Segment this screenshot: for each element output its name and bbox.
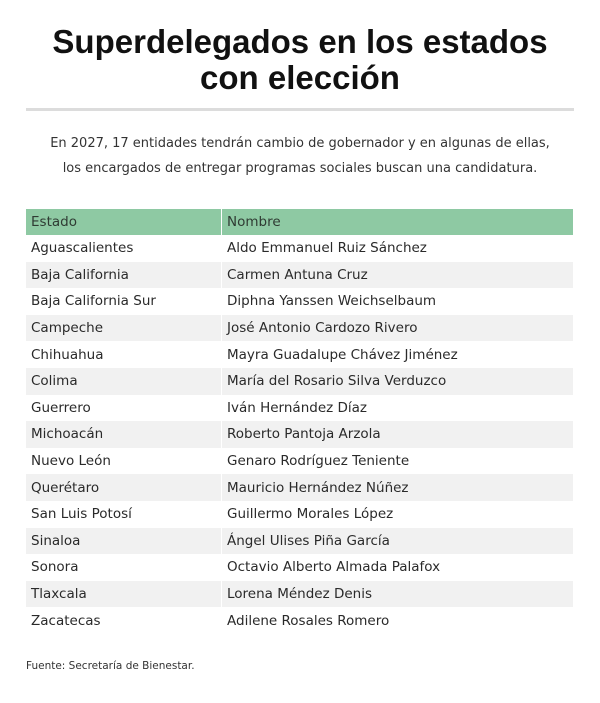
cell-estado: Tlaxcala bbox=[31, 586, 87, 603]
table-row bbox=[26, 315, 573, 342]
cell-estado: Colima bbox=[31, 373, 78, 390]
cell-estado: Guerrero bbox=[31, 399, 91, 416]
cell-nombre: Roberto Pantoja Arzola bbox=[221, 421, 573, 448]
cell-nombre: Diphna Yanssen Weichselbaum bbox=[221, 288, 573, 315]
cell-estado: Aguascalientes bbox=[31, 240, 134, 257]
delegates-table bbox=[26, 209, 573, 634]
cell-estado: Baja California bbox=[31, 266, 129, 283]
cell-estado: Querétaro bbox=[31, 479, 100, 496]
cell-nombre: José Antonio Cardozo Rivero bbox=[221, 315, 573, 342]
cell-estado: Baja California Sur bbox=[31, 293, 156, 310]
page-subtitle: En 2027, 17 entidades tendrán cambio de gobernador y en algunas de ellas, los encargados de entregar programas sociales buscan una candidatura. bbox=[50, 136, 550, 176]
column-header-estado: Estado bbox=[31, 214, 77, 230]
cell-estado: Sinaloa bbox=[31, 532, 81, 549]
page-title: Superdelegados en los estados con elección bbox=[52, 23, 548, 96]
table-header-row bbox=[26, 209, 573, 235]
table-row bbox=[26, 607, 573, 634]
cell-nombre: Lorena Méndez Denis bbox=[221, 581, 573, 608]
source-note: Fuente: Secretaría de Bienestar. bbox=[26, 660, 195, 672]
cell-nombre: María del Rosario Silva Verduzco bbox=[221, 368, 573, 395]
cell-nombre: Genaro Rodríguez Teniente bbox=[221, 448, 573, 475]
cell-nombre: Iván Hernández Díaz bbox=[221, 395, 573, 422]
cell-estado: Michoacán bbox=[31, 426, 104, 443]
cell-nombre: Adilene Rosales Romero bbox=[221, 607, 573, 634]
table-row bbox=[26, 288, 573, 315]
cell-nombre: Ángel Ulises Piña García bbox=[221, 528, 573, 555]
table-row bbox=[26, 448, 573, 475]
cell-nombre: Mayra Guadalupe Chávez Jiménez bbox=[221, 341, 573, 368]
table-row bbox=[26, 421, 573, 448]
title-divider bbox=[26, 108, 574, 111]
table-row bbox=[26, 368, 573, 395]
column-header-nombre: Nombre bbox=[221, 209, 573, 235]
table-row bbox=[26, 262, 573, 289]
cell-estado: Zacatecas bbox=[31, 612, 101, 629]
cell-estado: Nuevo León bbox=[31, 453, 111, 470]
cell-nombre: Aldo Emmanuel Ruiz Sánchez bbox=[221, 235, 573, 262]
table-row bbox=[26, 554, 573, 581]
table-row bbox=[26, 235, 573, 262]
table-row bbox=[26, 528, 573, 555]
table-row bbox=[26, 395, 573, 422]
cell-estado: Sonora bbox=[31, 559, 79, 576]
table-row bbox=[26, 581, 573, 608]
table-row bbox=[26, 474, 573, 501]
table-row bbox=[26, 501, 573, 528]
table-row bbox=[26, 341, 573, 368]
cell-nombre: Carmen Antuna Cruz bbox=[221, 262, 573, 289]
cell-estado: Campeche bbox=[31, 320, 104, 337]
cell-nombre: Mauricio Hernández Núñez bbox=[221, 474, 573, 501]
cell-estado: Chihuahua bbox=[31, 346, 104, 363]
cell-nombre: Guillermo Morales López bbox=[221, 501, 573, 528]
table-body bbox=[26, 235, 573, 634]
cell-estado: San Luis Potosí bbox=[31, 506, 132, 523]
cell-nombre: Octavio Alberto Almada Palafox bbox=[221, 554, 573, 581]
